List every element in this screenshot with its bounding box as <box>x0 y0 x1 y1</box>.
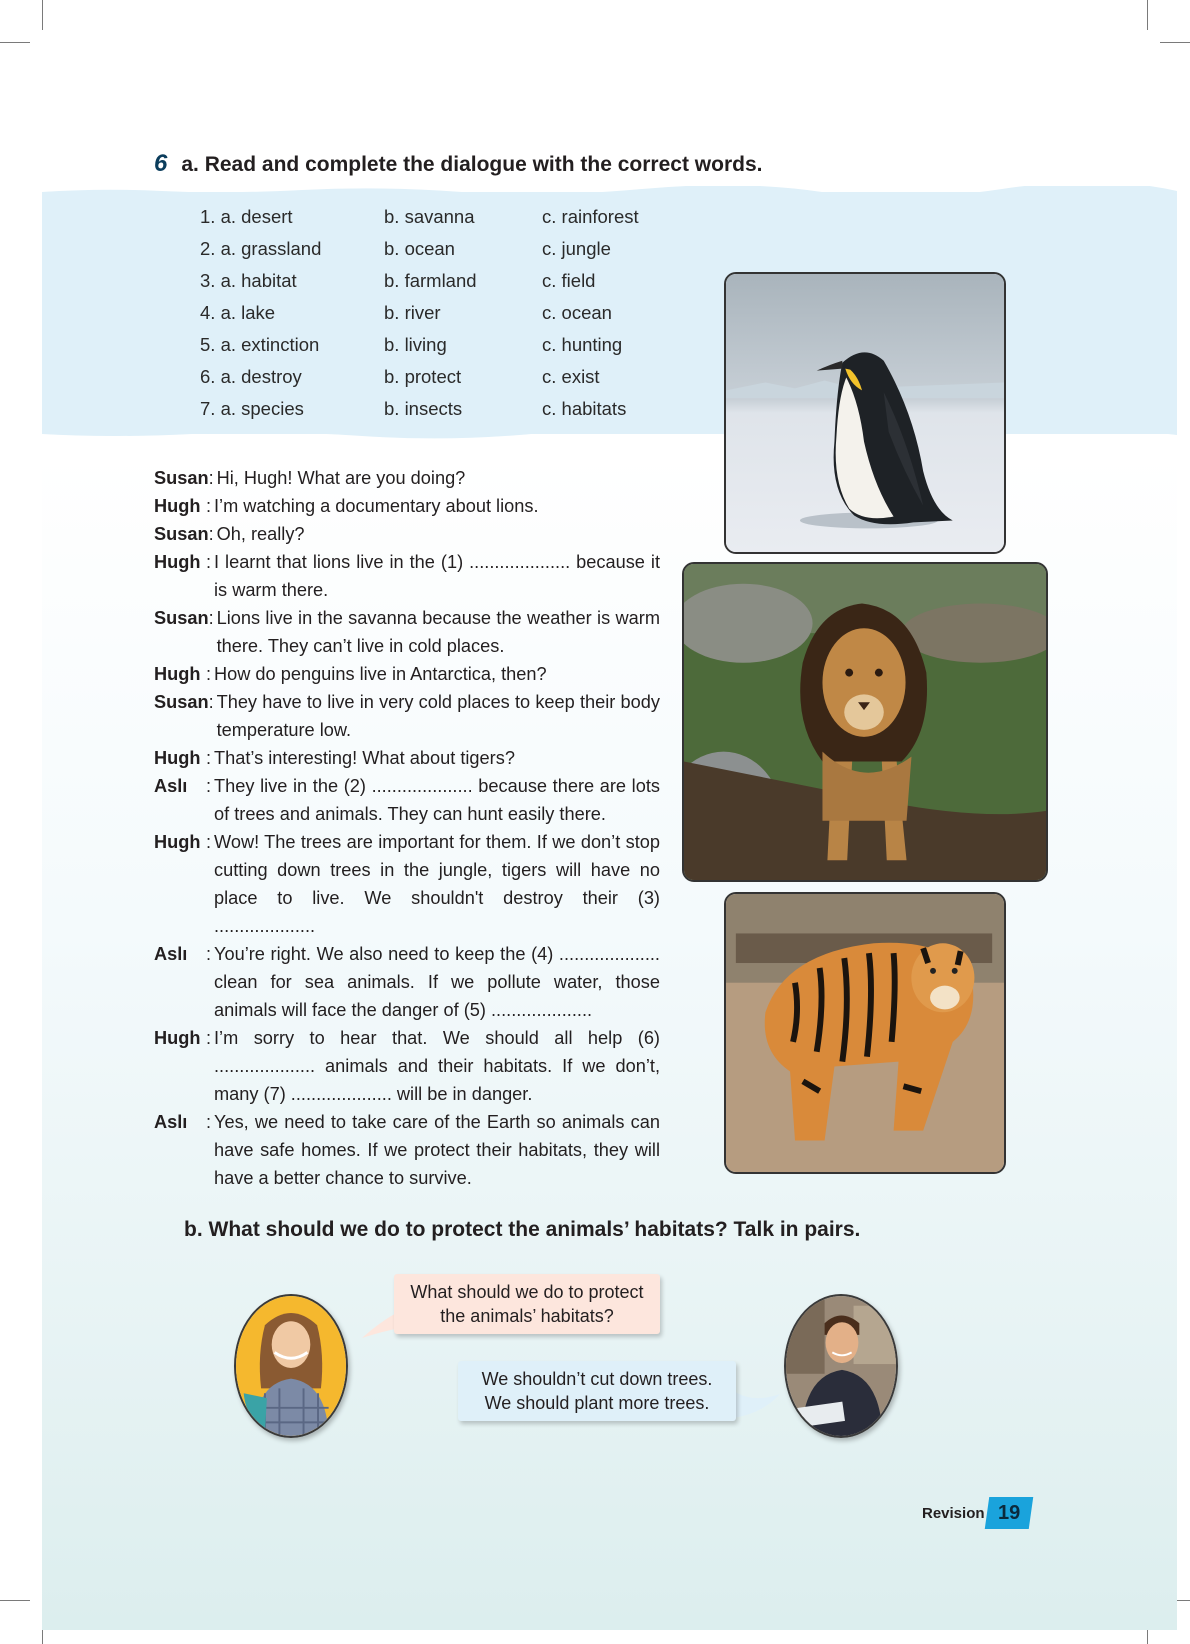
page-number-text: 19 <box>997 1502 1021 1524</box>
dialogue <box>154 464 660 1192</box>
option-b: b. savanna <box>384 206 475 227</box>
speaker-name: Hugh <box>154 552 201 572</box>
bubble-line: the animals’ habitats? <box>440 1306 614 1326</box>
penguin-photo <box>724 272 1006 554</box>
bubble-line: We should plant more trees. <box>484 1393 710 1413</box>
boy-avatar <box>784 1294 898 1438</box>
crop-mark <box>0 1600 30 1601</box>
speech-bubble-girl <box>394 1274 660 1334</box>
dialogue-line: Aslı : You’re right. We also need to keep the (4) .................... clean for sea animals. If we pollute water, those animals will face the danger of (5) .................... <box>154 940 660 1024</box>
option-a: 2. a. grassland <box>200 238 322 259</box>
girl-avatar <box>234 1294 348 1438</box>
dialogue-line: Hugh : Wow! The trees are important for them. If we don’t stop cutting down trees in the jungle, tigers will have no place to live. We shouldn't destroy their (3) .................... <box>154 828 660 940</box>
band-edge-bottom <box>42 428 1177 440</box>
option-c: c. field <box>542 270 596 291</box>
speech-bubble-boy <box>458 1361 736 1421</box>
speaker-name: Susan <box>154 524 209 544</box>
dialogue-text: Oh, really? <box>216 524 305 544</box>
exercise-title <box>154 150 762 178</box>
option-a: 4. a. lake <box>200 302 276 323</box>
speaker-name: Susan <box>154 692 209 712</box>
dialogue-text: Lions live in the savanna because the weather is warm there. They can’t live in cold places. <box>216 608 660 656</box>
dialogue-line: Hugh : I’m watching a documentary about lions. <box>154 492 660 520</box>
speaker-name: Hugh <box>154 832 201 852</box>
dialogue-line: Aslı : Yes, we need to take care of the Earth so animals can have safe homes. If we protect their habitats, they will have a better chance to survive. <box>154 1108 660 1192</box>
crop-mark <box>42 0 43 30</box>
option-a: 7. a. species <box>200 398 304 419</box>
speaker-name: Hugh <box>154 664 201 684</box>
option-c: c. exist <box>542 366 600 387</box>
tiger-photo <box>724 892 1006 1174</box>
speaker-name: Aslı <box>154 776 188 796</box>
speaker-name: Hugh <box>154 496 201 516</box>
dialogue-line: Hugh : I’m sorry to hear that. We should all help (6) .................... animals and their habitats. If we don’t, many (7) .................... will be in danger. <box>154 1024 660 1108</box>
dialogue-text: How do penguins live in Antarctica, then? <box>214 664 547 684</box>
dialogue-line: Aslı : They live in the (2) .................... because there are lots of trees and animals. They can hunt easily there. <box>154 772 660 828</box>
option-c: c. habitats <box>542 398 627 419</box>
crop-mark <box>1147 0 1148 30</box>
dialogue-text: I learnt that lions live in the (1) .................... because it is warm there. <box>214 552 660 600</box>
dialogue-line: Hugh : I learnt that lions live in the (1) .................... because it is warm there. <box>154 548 660 604</box>
instruction-b: b. What should we do to protect the animals’ habitats? Talk in pairs. <box>184 1218 861 1241</box>
crop-mark <box>0 42 30 43</box>
option-a: 1. a. desert <box>200 206 293 227</box>
dialogue-text: You’re right. We also need to keep the (4) .................... clean for sea animals. If we pollute water, those animals will face the danger of (5) .................... <box>214 944 660 1020</box>
speaker-name: Aslı <box>154 944 188 964</box>
dialogue-text: They have to live in very cold places to keep their body temperature low. <box>216 692 660 740</box>
speaker-name: Hugh <box>154 748 201 768</box>
dialogue-line: Susan : Lions live in the savanna because the weather is warm there. They can’t live in cold places. <box>154 604 660 660</box>
option-c: c. rainforest <box>542 206 639 227</box>
dialogue-text: Yes, we need to take care of the Earth so animals can have safe homes. If we protect their habitats, they will have a better chance to survive. <box>214 1112 660 1188</box>
speaker-name: Aslı <box>154 1112 188 1132</box>
option-a: 3. a. habitat <box>200 270 297 291</box>
option-c: c. ocean <box>542 302 612 323</box>
dialogue-line: Susan : Oh, really? <box>154 520 660 548</box>
option-c: c. jungle <box>542 238 611 259</box>
section-label: Revision <box>922 1505 985 1522</box>
dialogue-text: I’m sorry to hear that. We should all help (6) .................... animals and their habitats. If we don’t, many (7) .................... will be in danger. <box>214 1028 660 1104</box>
option-b: b. river <box>384 302 441 323</box>
dialogue-text: They live in the (2) .................... because there are lots of trees and animals. They can hunt easily there. <box>214 776 660 824</box>
dialogue-text: I’m watching a documentary about lions. <box>214 496 539 516</box>
bubble-tail-blue <box>732 1390 780 1420</box>
dialogue-line: Hugh : That’s interesting! What about tigers? <box>154 744 660 772</box>
speaker-name: Hugh <box>154 1028 201 1048</box>
option-b: b. farmland <box>384 270 477 291</box>
option-c: c. hunting <box>542 334 623 355</box>
page-number <box>985 1497 1033 1529</box>
crop-mark <box>1160 42 1190 43</box>
option-a: 6. a. destroy <box>200 366 302 387</box>
bubble-line: What should we do to protect <box>410 1282 644 1302</box>
dialogue-line: Hugh : How do penguins live in Antarctica, then? <box>154 660 660 688</box>
dialogue-line: Susan : Hi, Hugh! What are you doing? <box>154 464 660 492</box>
lion-photo <box>682 562 1048 882</box>
dialogue-text: Hi, Hugh! What are you doing? <box>216 468 466 488</box>
instruction-a: a. Read and complete the dialogue with the correct words. <box>181 153 763 176</box>
bubble-line: We shouldn’t cut down trees. <box>481 1369 713 1389</box>
option-b: b. ocean <box>384 238 455 259</box>
option-b: b. living <box>384 334 447 355</box>
option-b: b. protect <box>384 366 462 387</box>
exercise-number: 6 <box>154 150 168 177</box>
dialogue-text: That’s interesting! What about tigers? <box>214 748 515 768</box>
dialogue-text: Wow! The trees are important for them. If we don’t stop cutting down trees in the jungle, tigers will have no place to live. We shouldn't destroy their (3) .................... <box>214 832 660 936</box>
option-b: b. insects <box>384 398 463 419</box>
option-a: 5. a. extinction <box>200 334 320 355</box>
speaker-name: Susan <box>154 468 209 488</box>
dialogue-line: Susan : They have to live in very cold places to keep their body temperature low. <box>154 688 660 744</box>
speaker-name: Susan <box>154 608 209 628</box>
